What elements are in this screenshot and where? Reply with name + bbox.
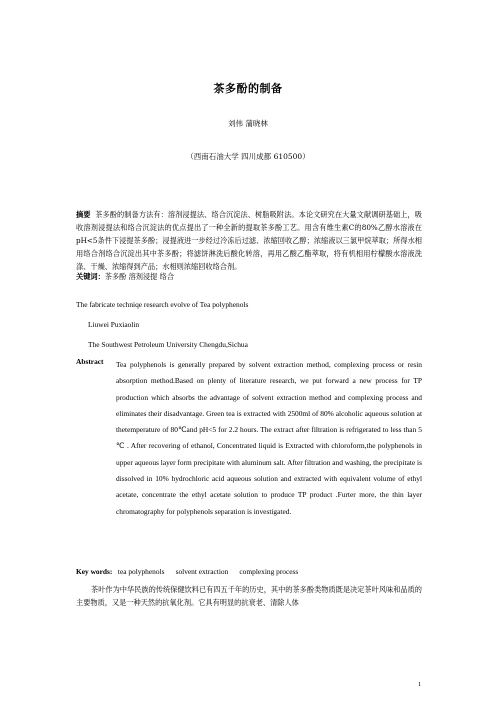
authors: 刘伟 蒲晓林 <box>228 119 268 128</box>
chinese-abstract-text: 茶多酚的制备方法有：溶剂浸提法、络合沉淀法、树脂吸附法。本论文研究在大量文献调研基础上，吸收溶剂浸提法和络合沉淀法的优点提出了一种全新的提取茶多酚工艺。用含有维生素C的80%乙醇水溶液在pH<5条件下浸提茶多酚；浸提液进一步经过冷冻后过滤、浓缩回收乙醇；浓缩液以三氯甲烷萃取；所得水相用络合剂络合沉淀出其中茶多酚；将滤饼淋洗后酸化转溶，再用乙酸乙酯萃取，将有机相用柠檬酸水溶液洗涤、干燥、浓缩得到产品；水相则浓缩回收络合剂。 <box>76 210 422 271</box>
chinese-keywords-text: 茶多酚 溶剂浸提 络合 <box>104 272 175 281</box>
english-title: The fabricate techniqe research evolve of Tea polyphenols <box>76 300 249 309</box>
chinese-keywords-label: 关键词： <box>76 272 105 281</box>
affiliation: （西南石油大学 四川成都 610500） <box>186 152 310 161</box>
english-abstract-label: Abstract <box>76 357 104 366</box>
english-keywords <box>76 567 298 576</box>
chinese-abstract <box>76 208 422 273</box>
chinese-keywords <box>76 272 174 282</box>
english-abstract-text: Tea polyphenols is generally prepared by solvent extraction method, complexing process or resin absorption method.Based on plenty of literature research, we put forward a new process for TP production which absorbs the advantage of solvent extraction method and complexing process and eliminates their disadvantage. Green tea is extracted with 2500ml of 80% alcoholic aqueous solution at thetemperature of 80℃and pH<5 for 2.2 hours. The extract after filtration is refrigerated to less than 5 ℃ . After recovering of ethanol, Concentrated liquid is Extracted with chloroform,the polyphenols in upper aqueous layer form precipitate with aluminum salt. After filtration and washing, the precipitate is dissolved in 10% hydrochloric acid aqueous solution and extracted with equivalent volume of ethyl acetate, concentrate the ethyl acetate solution to produce TP product .Furter more, the thin layer chromatography for polyphenols separation is investigated. <box>116 360 422 516</box>
english-keywords-label: Key words: <box>76 567 113 576</box>
chinese-abstract-label: 摘要 <box>76 210 91 219</box>
english-keywords-text: tea polyphenols solvent extraction complexing process <box>112 567 299 576</box>
english-affiliation: The Southwest Petroleum University Chengdu,Sichua <box>88 340 248 349</box>
english-authors: Liuwei Puxiaolin <box>88 320 140 329</box>
paper-title: 茶多酚的制备 <box>213 82 283 95</box>
page-number: 1 <box>418 681 422 688</box>
body-paragraph: 茶叶作为中华民族的传统保健饮料已有四五千年的历史，其中的茶多酚类物质既是决定茶叶风味和品质的主要物质，又是一种天然的抗氧化剂。它具有明显的抗衰老、清除人体 <box>76 585 422 607</box>
